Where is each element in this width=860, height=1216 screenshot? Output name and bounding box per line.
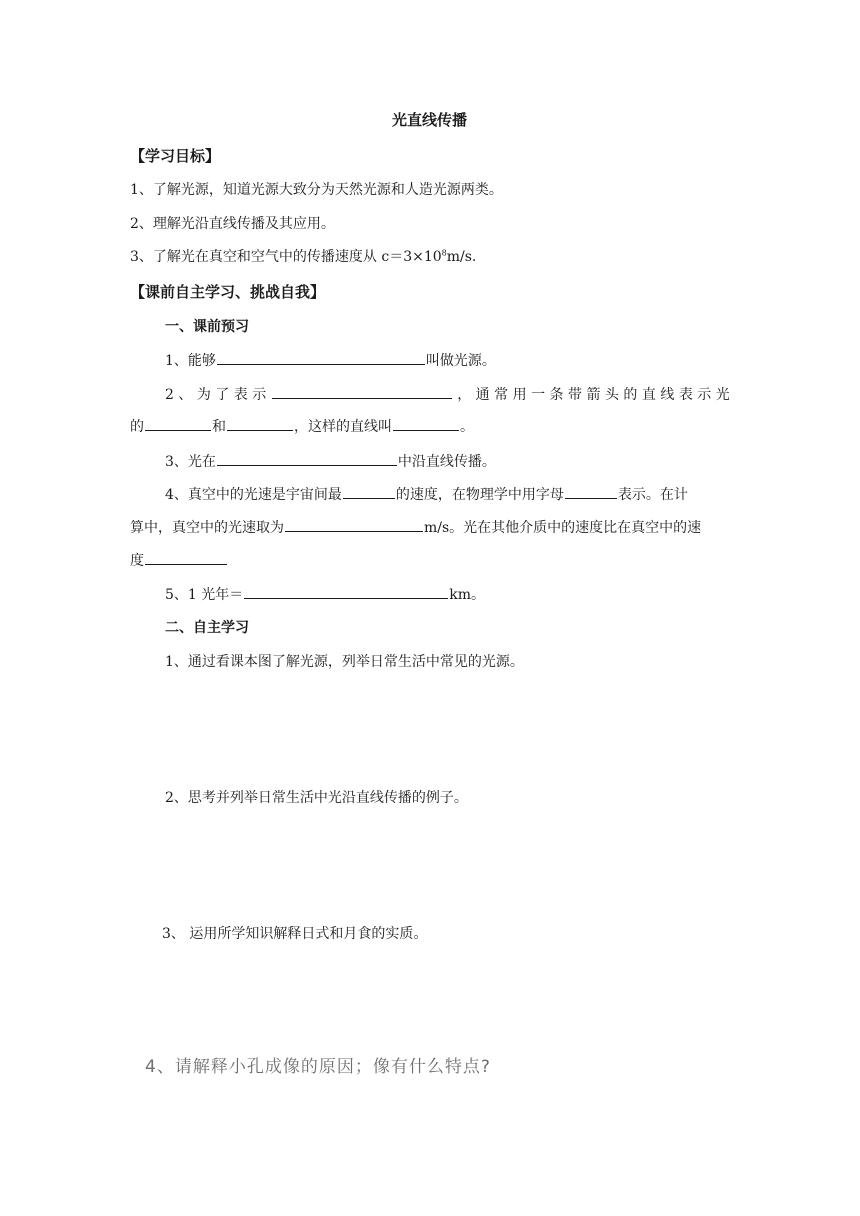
preview-question-3 [165,451,496,472]
scanned-question-4: 4、请解释小孔成像的原因；像有什么特点? [145,1057,491,1077]
objective-item-3-text: 3、了解光在真空和空气中的传播速度从 c＝3×10 [130,249,442,265]
objective-item-2: 2、理解光沿直线传播及其应用。 [130,216,335,232]
preview-question-4-line-3 [130,550,228,571]
autonomous-item-1: 1、通过看课本图了解光源，列举日常生活中常见的光源。 [165,654,524,670]
q2-char: 了 [215,387,230,403]
answer-blank-9[interactable] [285,517,423,532]
q2-char: 示 [252,387,267,403]
preview-question-4-line-2 [130,517,701,538]
q2-line2-d: 。 [460,419,474,435]
answer-blank-3[interactable] [145,416,211,431]
q4-line2-b: m/s。光在其他介质中的速度比在真空中的速 [424,520,702,536]
q2-char: 为 [196,387,211,403]
answer-blank-4[interactable] [227,416,293,431]
answer-blank-7[interactable] [343,484,395,499]
q1-text-a: 1、能够 [165,353,216,369]
q4-text-a: 4、真空中的光速是宇宙间最 [165,487,342,503]
autonomous-item-2: 2、思考并列举日常生活中光沿直线传播的例子。 [165,790,468,806]
preview-question-5 [165,584,485,605]
answer-blank-5[interactable] [393,416,459,431]
answer-blank-10[interactable] [145,550,227,565]
preview-question-4-line-1 [165,484,688,505]
q2-char: 箭 [586,387,601,403]
q2-line2-c: ，这样的直线叫 [294,419,392,435]
q2-char: 2 [165,387,174,403]
q4-text-c: 表示。在计 [617,487,688,503]
exponent: 8 [441,248,447,258]
page-title: 光直线传播 [392,111,468,129]
self-study-heading: 【课前自主学习、挑战自我】 [130,283,326,301]
q2-char: 带 [568,387,583,403]
autonomous-heading: 二、自主学习 [165,620,249,636]
q4-line3-a: 度 [130,553,144,569]
q2-char: 用 [512,387,527,403]
answer-blank-11[interactable] [244,584,448,599]
q2-char: 一 [531,387,546,403]
objectives-heading: 【学习目标】 [130,147,221,165]
answer-blank-1[interactable] [217,350,425,365]
q2-char: 条 [549,387,564,403]
q2-char: 常 [494,387,509,403]
preview-question-2-line-2 [130,416,474,437]
q2-line2-b: 和 [212,419,226,435]
q2-char: 通 [475,387,490,403]
q2-char: 表 [678,387,693,403]
q2-char: 头 [604,387,619,403]
answer-blank-6[interactable] [217,451,397,466]
q2-char: ， [457,387,472,403]
q2-char: 线 [660,387,675,403]
autonomous-item-3: 3、 运用所学知识解释日式和月食的实质。 [162,926,428,942]
preview-question-1 [165,350,496,371]
q2-char: 光 [715,387,730,403]
objective-item-1: 1、了解光源，知道光源大致分为天然光源和人造光源两类。 [130,182,503,198]
preview-heading: 一、课前预习 [165,319,249,335]
objective-item-3-unit: m/s. [446,249,477,265]
answer-blank-2[interactable] [272,384,452,399]
q2-char: 示 [697,387,712,403]
q2-char: 、 [178,387,193,403]
q5-text-a: 5、1 光年＝ [165,587,244,603]
q4-line2-a: 算中，真空中的光速取为 [130,520,284,536]
answer-blank-8[interactable] [565,484,617,499]
q2-char: 直 [641,387,656,403]
q5-text-b: km。 [449,587,486,603]
q2-char: 表 [233,387,248,403]
preview-question-2-line-1 [165,384,730,405]
q2-line2-a: 的 [130,419,144,435]
q2-char: 的 [623,387,638,403]
objective-item-3 [130,247,476,267]
q1-text-b: 叫做光源。 [425,353,496,369]
q3-text-b: 中沿直线传播。 [397,454,496,470]
q4-text-b: 的速度，在物理学中用字母 [395,487,564,503]
q3-text-a: 3、光在 [165,454,216,470]
